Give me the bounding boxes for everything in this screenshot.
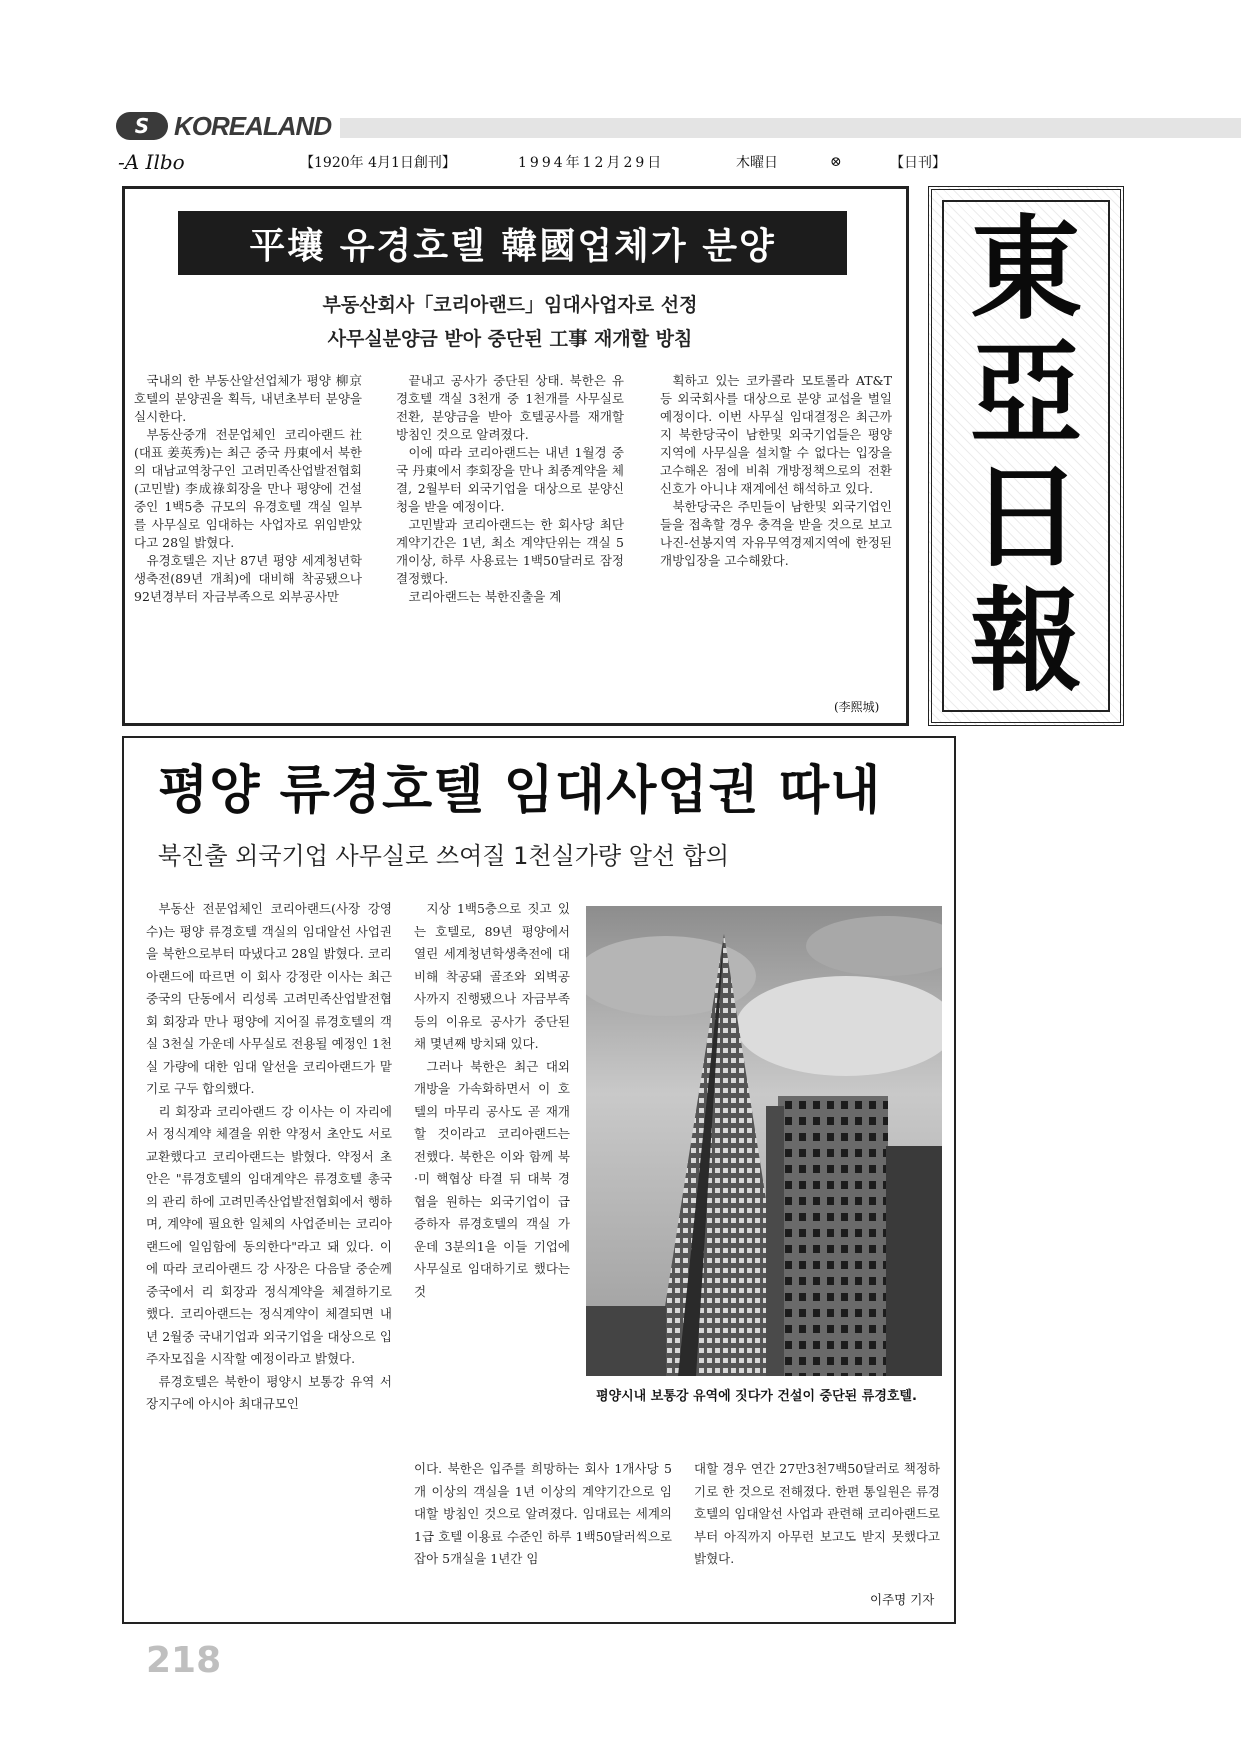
article-2-subhead: 북진출 외국기업 사무실로 쓰여질 1천실가량 알선 합의 bbox=[158, 842, 730, 870]
paragraph: 이에 따라 코리아랜드는 내년 1월경 중국 丹東에서 李회장을 만나 최종계약을 체결, 2월부터 외국기업을 대상으로 분양신청을 받을 예정이다. bbox=[396, 445, 624, 514]
article-2-byline: 이주명 기자 bbox=[870, 1592, 935, 1607]
article-1-subhead-1: 부동산회사「코리아랜드」임대사업자로 선정 bbox=[322, 294, 698, 316]
article-1-subhead-2: 사무실분양금 받아 중단된 工事 재개할 방침 bbox=[327, 328, 693, 350]
hotel-illustration bbox=[586, 906, 942, 1376]
ryugyong-hotel-photo bbox=[586, 906, 942, 1376]
article-2-bottom-column-1 bbox=[414, 1458, 672, 1571]
article-2-column-2 bbox=[414, 898, 570, 1303]
title-char-1: 東 bbox=[970, 204, 1082, 335]
paragraph: 리 회장과 코리아랜드 강 이사는 이 자리에서 정식계약 체결을 위한 약정서 초안도 서로 교환했다고 코리아랜드는 밝혔다. 약정서 초안은 "류경호텔의 임대계약은 류경호텔 총국의 관리 하에 고려민족산업발전협회에서 행하며, 계약에 필요한 일체의 사업준비는 코리아랜드에 일임함에 동의한다"라고 돼 있다. 이에 따라 코리아랜드 강 사장은 다음달 중순께 중국에서 리 회장과 정식계약을 체결하기로 했다. 코리아랜드는 정식계약이 체결되면 내년 2월중 국내기업과 외국기업을 대상으로 입주자모집을 시작할 예정이라고 밝혔다. bbox=[146, 1103, 392, 1366]
masthead bbox=[118, 150, 1068, 174]
founded-date: 【1920年 4月1日創刊】 bbox=[300, 155, 456, 171]
paragraph: 그러나 북한은 최근 대외개방을 가속화하면서 이 호텔의 마무리 공사도 곧 재개할 것이라고 코리아랜드는 전했다. 북한은 이와 함께 북·미 핵협상 타결 뒤 대북 경협을 원하는 외국기업이 급증하자 류경호텔의 객실 가운데 3분의1을 이들 기업에 사무실로 임대하기로 했다는 것 bbox=[414, 1058, 570, 1299]
brand-header bbox=[116, 110, 331, 142]
article-1-column-1 bbox=[134, 372, 362, 606]
paragraph: 류경호텔은 북한이 평양시 보통강 유역 서장지구에 아시아 최대규모인 bbox=[146, 1373, 392, 1411]
title-char-4: 報 bbox=[970, 576, 1082, 707]
dong-a-ilbo-title-block bbox=[928, 186, 1124, 726]
issue-date: 1994年12月29日 bbox=[518, 155, 665, 171]
paragraph: 지상 1백5층으로 짓고 있는 호텔로, 89년 평양에서 열린 세계청년학생축전에 대비해 착공돼 골조와 외벽공사까지 진행됐으나 자금부족 등의 이유로 공사가 중단된 채 몇년째 방치돼 있다. bbox=[414, 901, 570, 1051]
masthead-mark: ⊗ bbox=[830, 154, 842, 170]
title-char-3: 日 bbox=[970, 452, 1082, 583]
title-char-2: 亞 bbox=[970, 328, 1082, 459]
paragraph: 대할 경우 연간 27만3천7백50달러로 책정하기로 한 것으로 전해졌다. 한편 통일원은 류경호텔의 임대알선 사업과 관련해 코리아랜드로부터 아직까지 아무런 보고도 받지 못했다고 밝혔다. bbox=[694, 1461, 940, 1566]
page-number: 218 bbox=[146, 1640, 222, 1681]
paragraph: 고민발과 코리아랜드는 한 회사당 최단 계약기간은 1년, 최소 계약단위는 객실 5개이상, 하루 사용료는 1백50달러로 잠정 결정했다. bbox=[396, 517, 624, 586]
photo-caption: 평양시내 보통강 유역에 짓다가 건설이 중단된 류경호텔. bbox=[596, 1389, 917, 1404]
weekday: 木曜日 bbox=[736, 155, 778, 171]
paper-name-latin: -A Ilbo bbox=[118, 150, 185, 174]
paragraph: 코리아랜드는 북한진출을 계 bbox=[408, 589, 562, 604]
article-1-column-3 bbox=[660, 372, 892, 570]
paragraph: 북한당국은 주민들이 남한및 외국기업인들을 접촉할 경우 충격을 받을 것으로 보고 나진-선봉지역 자유무역경제지역에 한정된 개방입장을 고수해왔다. bbox=[660, 499, 892, 568]
article-2-headline: 평양 류경호텔 임대사업권 따내 bbox=[158, 761, 882, 821]
title-block-inner-frame bbox=[942, 200, 1110, 712]
article-2-column-1 bbox=[146, 898, 392, 1416]
article-1-headline: 平壤 유경호텔 韓國업체가 분양 bbox=[178, 211, 847, 275]
paragraph: 유경호텔은 지난 87년 평양 세계청년학생축전(89년 개최)에 대비해 착공됐으나 92년경부터 자금부족으로 외부공사만 bbox=[134, 553, 362, 604]
paragraph: 획하고 있는 코카콜라 모토롤라 AT&T등 외국회사를 대상으로 분양 교섭을 벌일 예정이다. 이번 사무실 임대결정은 최근까지 북한당국이 남한및 외국기업들은 평양지역에 사무실을 설치할 수 없다는 입장을 고수해온 점에 비춰 개방정책으로의 전환신호가 아니냐 재계에선 해석하고 있다. bbox=[660, 373, 892, 496]
paragraph: 이다. 북한은 입주를 희망하는 회사 1개사당 5개 이상의 객실을 1년 이상의 계약기간으로 임대할 방침인 것으로 알려졌다. 임대료는 세계의 1급 호텔 이용료 수준인 하루 1백50달러씩으로 잡아 5개실을 1년간 임 bbox=[414, 1461, 672, 1566]
article-1-byline: (李熙城) bbox=[834, 700, 880, 714]
article-2-bottom-column-2 bbox=[694, 1458, 940, 1571]
brand-logo-icon: S bbox=[116, 112, 168, 140]
edition: 【日刊】 bbox=[890, 155, 946, 171]
paragraph: 국내의 한 부동산알선업체가 평양 柳京호텔의 분양권을 획득, 내년초부터 분양을 실시한다. bbox=[134, 373, 362, 424]
header-bar bbox=[340, 118, 1241, 138]
paragraph: 부동산중개 전문업체인 코리아랜드社(대표 姜英秀)는 최근 중국 丹東에서 북한의 대남교역창구인 고려민족산업발전협회(고민발) 李成祿회장을 만나 평양에 건설중인 1백5층 규모의 유경호텔 객실 일부를 사무실로 임대하는 사업자로 위임받았다고 28일 밝혔다. bbox=[134, 427, 362, 550]
brand-name: KOREALAND bbox=[174, 110, 332, 141]
article-1-column-2 bbox=[396, 372, 624, 606]
paragraph: 끝내고 공사가 중단된 상태. 북한은 유경호텔 객실 3천개 중 1천개를 사무실로 전환, 분양금을 받아 호텔공사를 재개할 방침인 것으로 알려졌다. bbox=[396, 373, 624, 442]
paragraph: 부동산 전문업체인 코리아랜드(사장 강영수)는 평양 류경호텔 객실의 임대알선 사업권을 북한으로부터 따냈다고 28일 밝혔다. 코리아랜드에 따르면 이 회사 강정란 이사는 최근 중국의 단동에서 리성록 고려민족산업발전협회 회장과 만나 평양에 지어질 류경호텔의 객실 3천실 가운데 사무실로 전용될 예정인 1천실 가량에 대한 임대 알선을 코리아랜드가 맡기로 구두 합의했다. bbox=[146, 901, 392, 1096]
